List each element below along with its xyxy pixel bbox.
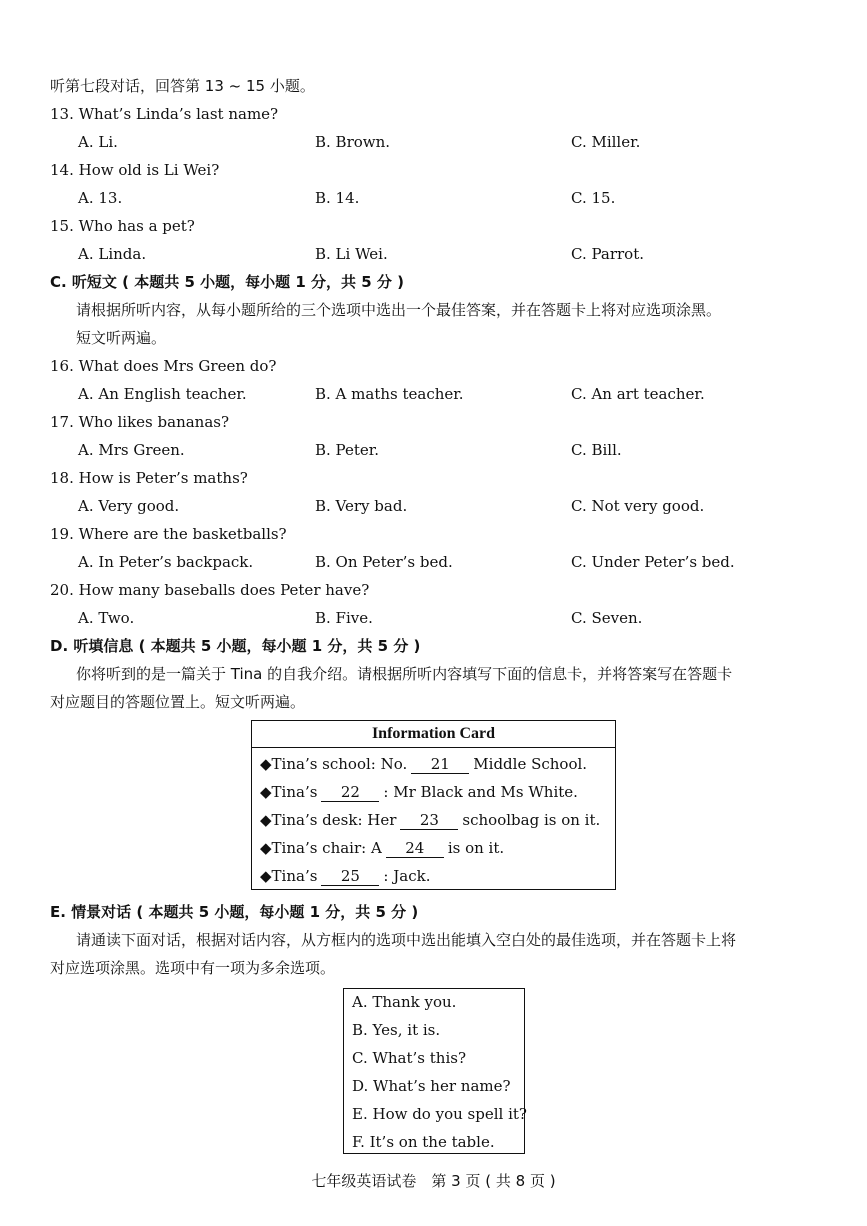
question-13: 13. What’s Linda’s last name? [50,105,279,123]
option-20-a: A. Two. [78,609,135,627]
option-20-c: C. Seven. [571,609,643,627]
section-d-heading: D. 听填信息 ( 本题共 5 小题，每小题 1 分，共 5 分 ) [50,637,421,655]
section-d-instruction-1: 你将听到的是一篇关于 Tina 的自我介绍。请根据所听内容填写下面的信息卡，并将答案写在答题卡 [76,665,733,683]
option-15-c: C. Parrot. [571,245,645,263]
option-17-b: B. Peter. [315,441,380,459]
option-15-a: A. Linda. [78,245,147,263]
info-row-23-suffix: schoolbag is on it. [462,811,601,829]
option-19-b: B. On Peter’s bed. [315,553,453,571]
option-box-e: E. How do you spell it? [352,1105,527,1123]
options-box [343,988,525,1154]
intro-text: 听第七段对话，回答第 13 ~ 15 小题。 [50,77,315,95]
section-c-instruction-1: 请根据所听内容，从每小题所给的三个选项中选出一个最佳答案，并在答题卡上将对应选项涂黑。 [76,301,722,319]
page-footer: 七年级英语试卷 第 3 页 ( 共 8 页 ) [311,1172,556,1190]
option-17-a: A. Mrs Green. [78,441,185,459]
blank-25: 25 [321,868,379,886]
info-row-25-suffix: : Jack. [383,867,431,885]
section-c-instruction-2: 短文听两遍。 [76,329,167,347]
section-e-instruction-1: 请通读下面对话，根据对话内容，从方框内的选项中选出能填入空白处的最佳选项，并在答题卡上将 [76,931,737,949]
section-e-instruction-2: 对应选项涂黑。选项中有一项为多余选项。 [50,959,336,977]
info-row-22 [260,782,578,802]
option-box-b: B. Yes, it is. [352,1021,441,1039]
option-19-c: C. Under Peter’s bed. [571,553,735,571]
option-17-c: C. Bill. [571,441,622,459]
info-row-22-prefix: ◆Tina’s [260,783,318,801]
option-16-c: C. An art teacher. [571,385,705,403]
option-13-b: B. Brown. [315,133,391,151]
blank-22: 22 [321,784,379,802]
question-20: 20. How many baseballs does Peter have? [50,581,370,599]
option-16-a: A. An English teacher. [78,385,247,403]
option-box-c: C. What’s this? [352,1049,466,1067]
info-row-21 [260,754,587,774]
question-15: 15. Who has a pet? [50,217,195,235]
info-row-23 [260,810,600,830]
information-card-title: Information Card [252,721,615,748]
option-box-a: A. Thank you. [352,993,457,1011]
section-c-heading: C. 听短文 ( 本题共 5 小题，每小题 1 分，共 5 分 ) [50,273,404,291]
info-row-21-suffix: Middle School. [473,755,588,773]
info-row-21-prefix: ◆Tina’s school: No. [260,755,408,773]
info-row-25-prefix: ◆Tina’s [260,867,318,885]
option-14-c: C. 15. [571,189,616,207]
section-d-instruction-2: 对应题目的答题位置上。短文听两遍。 [50,693,306,711]
option-box-d: D. What’s her name? [352,1077,511,1095]
question-16: 16. What does Mrs Green do? [50,357,277,375]
question-14: 14. How old is Li Wei? [50,161,220,179]
blank-24: 24 [386,840,444,858]
question-18: 18. How is Peter’s maths? [50,469,248,487]
option-14-a: A. 13. [78,189,123,207]
information-card [251,720,616,890]
option-box-f: F. It’s on the table. [352,1133,495,1151]
option-18-c: C. Not very good. [571,497,705,515]
option-20-b: B. Five. [315,609,373,627]
info-row-22-suffix: : Mr Black and Ms White. [383,783,578,801]
option-19-a: A. In Peter’s backpack. [78,553,254,571]
info-row-24-prefix: ◆Tina’s chair: A [260,839,382,857]
option-18-a: A. Very good. [78,497,180,515]
option-13-a: A. Li. [78,133,118,151]
section-e-heading: E. 情景对话 ( 本题共 5 小题，每小题 1 分，共 5 分 ) [50,903,419,921]
blank-23: 23 [400,812,458,830]
question-17: 17. Who likes bananas? [50,413,230,431]
option-13-c: C. Miller. [571,133,641,151]
question-19: 19. Where are the basketballs? [50,525,287,543]
info-row-24 [260,838,504,858]
option-18-b: B. Very bad. [315,497,408,515]
info-row-24-suffix: is on it. [447,839,505,857]
info-row-23-prefix: ◆Tina’s desk: Her [260,811,397,829]
info-row-25 [260,866,430,886]
option-15-b: B. Li Wei. [315,245,388,263]
option-14-b: B. 14. [315,189,360,207]
blank-21: 21 [411,756,469,774]
option-16-b: B. A maths teacher. [315,385,464,403]
